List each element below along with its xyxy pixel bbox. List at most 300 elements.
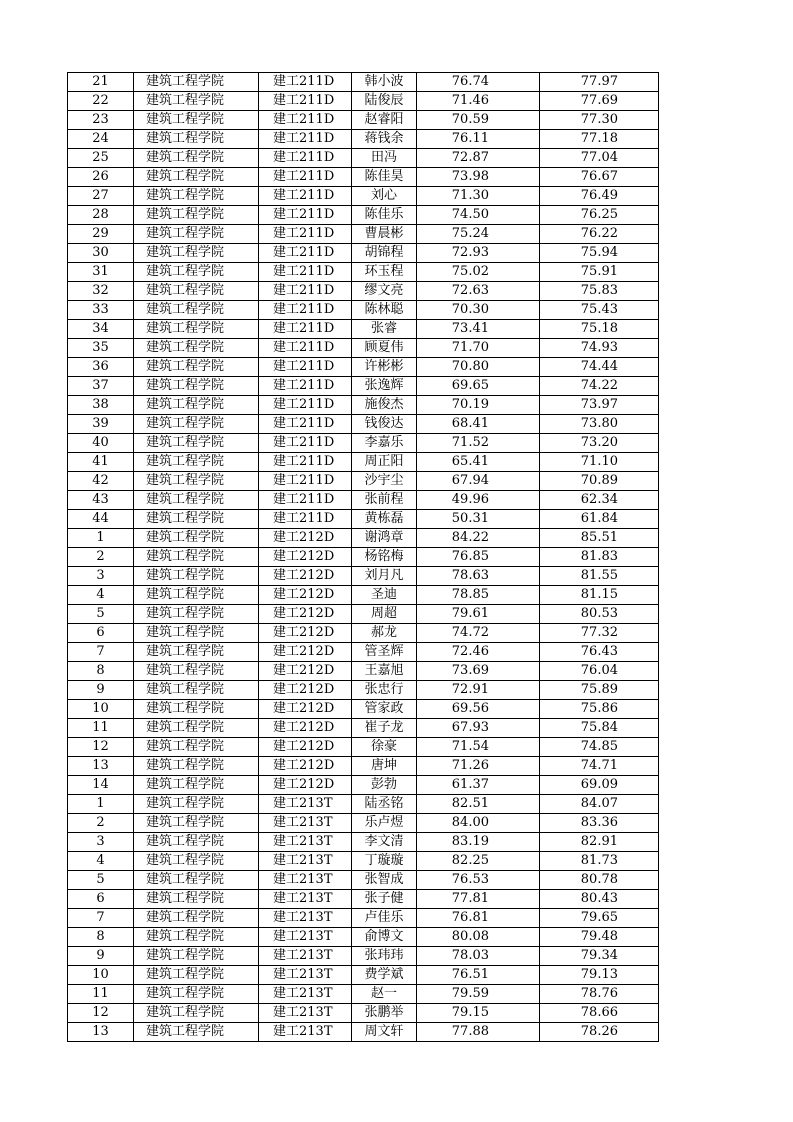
table-row — [68, 415, 659, 434]
table-row — [68, 947, 659, 966]
student-name-cell: 张子健 — [352, 890, 417, 909]
student-name-cell: 丁璇璇 — [352, 852, 417, 871]
score-cell: 75.24 — [417, 225, 540, 244]
table-row — [68, 168, 659, 187]
row-number-cell: 8 — [68, 928, 134, 947]
row-number-cell: 43 — [68, 491, 134, 510]
score-cell: 74.50 — [417, 206, 540, 225]
row-number-cell: 25 — [68, 149, 134, 168]
row-number-cell: 24 — [68, 130, 134, 149]
final-score-cell: 61.84 — [540, 510, 659, 529]
final-score-cell: 79.34 — [540, 947, 659, 966]
score-cell: 78.03 — [417, 947, 540, 966]
table-row — [68, 567, 659, 586]
table-row — [68, 510, 659, 529]
college-cell: 建筑工程学院 — [134, 643, 259, 662]
final-score-cell: 80.53 — [540, 605, 659, 624]
college-cell: 建筑工程学院 — [134, 301, 259, 320]
college-cell: 建筑工程学院 — [134, 529, 259, 548]
row-number-cell: 3 — [68, 833, 134, 852]
student-name-cell: 杨铭梅 — [352, 548, 417, 567]
table-row — [68, 396, 659, 415]
score-cell: 50.31 — [417, 510, 540, 529]
row-number-cell: 2 — [68, 548, 134, 567]
final-score-cell: 69.09 — [540, 776, 659, 795]
college-cell: 建筑工程学院 — [134, 586, 259, 605]
final-score-cell: 77.30 — [540, 111, 659, 130]
student-name-cell: 张忠行 — [352, 681, 417, 700]
college-cell: 建筑工程学院 — [134, 795, 259, 814]
college-cell: 建筑工程学院 — [134, 1023, 259, 1042]
score-cell: 49.96 — [417, 491, 540, 510]
table-row — [68, 491, 659, 510]
college-cell: 建筑工程学院 — [134, 662, 259, 681]
row-number-cell: 12 — [68, 1004, 134, 1023]
final-score-cell: 75.86 — [540, 700, 659, 719]
table-row — [68, 130, 659, 149]
score-cell: 84.22 — [417, 529, 540, 548]
score-cell: 72.63 — [417, 282, 540, 301]
final-score-cell: 80.43 — [540, 890, 659, 909]
table-row — [68, 301, 659, 320]
college-cell: 建筑工程学院 — [134, 377, 259, 396]
final-score-cell: 80.78 — [540, 871, 659, 890]
final-score-cell: 83.36 — [540, 814, 659, 833]
final-score-cell: 74.93 — [540, 339, 659, 358]
college-cell: 建筑工程学院 — [134, 434, 259, 453]
final-score-cell: 73.20 — [540, 434, 659, 453]
table-row — [68, 92, 659, 111]
score-cell: 79.59 — [417, 985, 540, 1004]
table-row — [68, 187, 659, 206]
college-cell: 建筑工程学院 — [134, 852, 259, 871]
college-cell: 建筑工程学院 — [134, 1004, 259, 1023]
student-name-cell: 李嘉乐 — [352, 434, 417, 453]
score-cell: 73.69 — [417, 662, 540, 681]
score-cell: 77.81 — [417, 890, 540, 909]
college-cell: 建筑工程学院 — [134, 415, 259, 434]
college-cell: 建筑工程学院 — [134, 320, 259, 339]
row-number-cell: 36 — [68, 358, 134, 377]
score-cell: 67.94 — [417, 472, 540, 491]
college-cell: 建筑工程学院 — [134, 510, 259, 529]
score-cell: 69.56 — [417, 700, 540, 719]
score-cell: 79.61 — [417, 605, 540, 624]
student-name-cell: 徐豪 — [352, 738, 417, 757]
class-cell: 建工211D — [259, 92, 352, 111]
row-number-cell: 30 — [68, 244, 134, 263]
row-number-cell: 37 — [68, 377, 134, 396]
table-row — [68, 586, 659, 605]
final-score-cell: 76.22 — [540, 225, 659, 244]
final-score-cell: 76.67 — [540, 168, 659, 187]
student-name-cell: 张鹏举 — [352, 1004, 417, 1023]
score-cell: 71.26 — [417, 757, 540, 776]
score-cell: 73.41 — [417, 320, 540, 339]
final-score-cell: 81.83 — [540, 548, 659, 567]
class-cell: 建工211D — [259, 396, 352, 415]
final-score-cell: 78.76 — [540, 985, 659, 1004]
college-cell: 建筑工程学院 — [134, 453, 259, 472]
final-score-cell: 77.69 — [540, 92, 659, 111]
score-cell: 70.30 — [417, 301, 540, 320]
row-number-cell: 11 — [68, 719, 134, 738]
final-score-cell: 78.66 — [540, 1004, 659, 1023]
score-cell: 82.25 — [417, 852, 540, 871]
class-cell: 建工213T — [259, 928, 352, 947]
final-score-cell: 76.49 — [540, 187, 659, 206]
table-row — [68, 871, 659, 890]
class-cell: 建工212D — [259, 681, 352, 700]
class-cell: 建工212D — [259, 643, 352, 662]
row-number-cell: 5 — [68, 605, 134, 624]
table-row — [68, 225, 659, 244]
student-name-cell: 李文清 — [352, 833, 417, 852]
student-name-cell: 管家政 — [352, 700, 417, 719]
row-number-cell: 10 — [68, 700, 134, 719]
table-row — [68, 453, 659, 472]
final-score-cell: 75.94 — [540, 244, 659, 263]
row-number-cell: 29 — [68, 225, 134, 244]
class-cell: 建工213T — [259, 1023, 352, 1042]
table-row — [68, 529, 659, 548]
final-score-cell: 77.04 — [540, 149, 659, 168]
row-number-cell: 31 — [68, 263, 134, 282]
student-name-cell: 管圣辉 — [352, 643, 417, 662]
row-number-cell: 26 — [68, 168, 134, 187]
college-cell: 建筑工程学院 — [134, 833, 259, 852]
score-cell: 68.41 — [417, 415, 540, 434]
class-cell: 建工211D — [259, 244, 352, 263]
table-row — [68, 282, 659, 301]
student-name-cell: 刘心 — [352, 187, 417, 206]
score-cell: 76.81 — [417, 909, 540, 928]
class-cell: 建工212D — [259, 567, 352, 586]
score-cell: 76.85 — [417, 548, 540, 567]
row-number-cell: 4 — [68, 586, 134, 605]
final-score-cell: 84.07 — [540, 795, 659, 814]
college-cell: 建筑工程学院 — [134, 871, 259, 890]
table-row — [68, 928, 659, 947]
table-row — [68, 377, 659, 396]
final-score-cell: 76.43 — [540, 643, 659, 662]
row-number-cell: 34 — [68, 320, 134, 339]
row-number-cell: 3 — [68, 567, 134, 586]
college-cell: 建筑工程学院 — [134, 757, 259, 776]
table-row — [68, 814, 659, 833]
score-cell: 79.15 — [417, 1004, 540, 1023]
table-row — [68, 795, 659, 814]
table-row — [68, 244, 659, 263]
table-row — [68, 643, 659, 662]
row-number-cell: 5 — [68, 871, 134, 890]
class-cell: 建工211D — [259, 472, 352, 491]
student-name-cell: 张智成 — [352, 871, 417, 890]
student-name-cell: 胡锦程 — [352, 244, 417, 263]
score-cell: 84.00 — [417, 814, 540, 833]
class-cell: 建工211D — [259, 149, 352, 168]
class-cell: 建工211D — [259, 320, 352, 339]
row-number-cell: 40 — [68, 434, 134, 453]
row-number-cell: 13 — [68, 757, 134, 776]
table-row — [68, 909, 659, 928]
table-row — [68, 472, 659, 491]
class-cell: 建工212D — [259, 662, 352, 681]
final-score-cell: 79.13 — [540, 966, 659, 985]
class-cell: 建工211D — [259, 301, 352, 320]
college-cell: 建筑工程学院 — [134, 624, 259, 643]
student-name-cell: 郝龙 — [352, 624, 417, 643]
college-cell: 建筑工程学院 — [134, 814, 259, 833]
score-cell: 77.88 — [417, 1023, 540, 1042]
table-row — [68, 624, 659, 643]
row-number-cell: 12 — [68, 738, 134, 757]
table-row — [68, 605, 659, 624]
class-cell: 建工211D — [259, 358, 352, 377]
score-cell: 70.19 — [417, 396, 540, 415]
college-cell: 建筑工程学院 — [134, 548, 259, 567]
score-cell: 71.52 — [417, 434, 540, 453]
row-number-cell: 21 — [68, 73, 134, 92]
class-cell: 建工212D — [259, 529, 352, 548]
student-name-cell: 蒋钱余 — [352, 130, 417, 149]
table-row — [68, 852, 659, 871]
college-cell: 建筑工程学院 — [134, 187, 259, 206]
table-row — [68, 662, 659, 681]
score-cell: 83.19 — [417, 833, 540, 852]
college-cell: 建筑工程学院 — [134, 263, 259, 282]
student-name-cell: 崔子龙 — [352, 719, 417, 738]
class-cell: 建工213T — [259, 985, 352, 1004]
class-cell: 建工213T — [259, 890, 352, 909]
student-name-cell: 王嘉旭 — [352, 662, 417, 681]
final-score-cell: 78.26 — [540, 1023, 659, 1042]
class-cell: 建工213T — [259, 795, 352, 814]
final-score-cell: 76.04 — [540, 662, 659, 681]
student-name-cell: 缪文亮 — [352, 282, 417, 301]
row-number-cell: 14 — [68, 776, 134, 795]
college-cell: 建筑工程学院 — [134, 244, 259, 263]
final-score-cell: 71.10 — [540, 453, 659, 472]
college-cell: 建筑工程学院 — [134, 206, 259, 225]
student-name-cell: 顾夏伟 — [352, 339, 417, 358]
row-number-cell: 4 — [68, 852, 134, 871]
row-number-cell: 32 — [68, 282, 134, 301]
score-cell: 71.30 — [417, 187, 540, 206]
row-number-cell: 9 — [68, 947, 134, 966]
college-cell: 建筑工程学院 — [134, 567, 259, 586]
student-name-cell: 谢鸿章 — [352, 529, 417, 548]
row-number-cell: 7 — [68, 643, 134, 662]
student-name-cell: 费学斌 — [352, 966, 417, 985]
college-cell: 建筑工程学院 — [134, 339, 259, 358]
class-cell: 建工213T — [259, 966, 352, 985]
class-cell: 建工211D — [259, 339, 352, 358]
table-row — [68, 776, 659, 795]
class-cell: 建工213T — [259, 814, 352, 833]
score-cell: 70.59 — [417, 111, 540, 130]
score-cell: 80.08 — [417, 928, 540, 947]
row-number-cell: 2 — [68, 814, 134, 833]
class-cell: 建工211D — [259, 510, 352, 529]
class-cell: 建工211D — [259, 415, 352, 434]
score-cell: 65.41 — [417, 453, 540, 472]
class-cell: 建工211D — [259, 434, 352, 453]
table-row — [68, 206, 659, 225]
student-name-cell: 钱俊达 — [352, 415, 417, 434]
table-row — [68, 263, 659, 282]
college-cell: 建筑工程学院 — [134, 776, 259, 795]
final-score-cell: 77.97 — [540, 73, 659, 92]
table-row — [68, 320, 659, 339]
student-name-cell: 俞博文 — [352, 928, 417, 947]
class-cell: 建工211D — [259, 282, 352, 301]
student-name-cell: 彭勃 — [352, 776, 417, 795]
row-number-cell: 28 — [68, 206, 134, 225]
college-cell: 建筑工程学院 — [134, 928, 259, 947]
student-name-cell: 张前程 — [352, 491, 417, 510]
student-name-cell: 环玉程 — [352, 263, 417, 282]
score-table — [67, 72, 659, 1042]
row-number-cell: 41 — [68, 453, 134, 472]
college-cell: 建筑工程学院 — [134, 225, 259, 244]
college-cell: 建筑工程学院 — [134, 605, 259, 624]
class-cell: 建工213T — [259, 852, 352, 871]
final-score-cell: 74.85 — [540, 738, 659, 757]
row-number-cell: 23 — [68, 111, 134, 130]
class-cell: 建工213T — [259, 833, 352, 852]
class-cell: 建工212D — [259, 719, 352, 738]
score-cell: 74.72 — [417, 624, 540, 643]
score-cell: 71.46 — [417, 92, 540, 111]
college-cell: 建筑工程学院 — [134, 966, 259, 985]
table-row — [68, 890, 659, 909]
final-score-cell: 74.44 — [540, 358, 659, 377]
student-name-cell: 许彬彬 — [352, 358, 417, 377]
table-row — [68, 833, 659, 852]
score-cell: 76.74 — [417, 73, 540, 92]
student-name-cell: 黄栋磊 — [352, 510, 417, 529]
student-name-cell: 赵睿阳 — [352, 111, 417, 130]
student-name-cell: 施俊杰 — [352, 396, 417, 415]
college-cell: 建筑工程学院 — [134, 681, 259, 700]
final-score-cell: 82.91 — [540, 833, 659, 852]
class-cell: 建工211D — [259, 130, 352, 149]
college-cell: 建筑工程学院 — [134, 491, 259, 510]
score-cell: 76.53 — [417, 871, 540, 890]
score-cell: 67.93 — [417, 719, 540, 738]
class-cell: 建工213T — [259, 909, 352, 928]
class-cell: 建工212D — [259, 738, 352, 757]
final-score-cell: 79.65 — [540, 909, 659, 928]
final-score-cell: 81.73 — [540, 852, 659, 871]
student-name-cell: 圣迪 — [352, 586, 417, 605]
final-score-cell: 76.25 — [540, 206, 659, 225]
final-score-cell: 75.91 — [540, 263, 659, 282]
row-number-cell: 10 — [68, 966, 134, 985]
college-cell: 建筑工程学院 — [134, 149, 259, 168]
class-cell: 建工213T — [259, 1004, 352, 1023]
score-cell: 76.11 — [417, 130, 540, 149]
row-number-cell: 44 — [68, 510, 134, 529]
table-row — [68, 111, 659, 130]
row-number-cell: 22 — [68, 92, 134, 111]
table-row — [68, 73, 659, 92]
college-cell: 建筑工程学院 — [134, 73, 259, 92]
student-name-cell: 曹晨彬 — [352, 225, 417, 244]
college-cell: 建筑工程学院 — [134, 111, 259, 130]
table-row — [68, 757, 659, 776]
row-number-cell: 13 — [68, 1023, 134, 1042]
class-cell: 建工212D — [259, 586, 352, 605]
table-row — [68, 339, 659, 358]
final-score-cell: 75.18 — [540, 320, 659, 339]
class-cell: 建工211D — [259, 111, 352, 130]
final-score-cell: 81.55 — [540, 567, 659, 586]
final-score-cell: 85.51 — [540, 529, 659, 548]
row-number-cell: 42 — [68, 472, 134, 491]
table-row — [68, 1023, 659, 1042]
score-cell: 75.02 — [417, 263, 540, 282]
final-score-cell: 79.48 — [540, 928, 659, 947]
college-cell: 建筑工程学院 — [134, 396, 259, 415]
row-number-cell: 38 — [68, 396, 134, 415]
college-cell: 建筑工程学院 — [134, 738, 259, 757]
row-number-cell: 33 — [68, 301, 134, 320]
final-score-cell: 62.34 — [540, 491, 659, 510]
class-cell: 建工213T — [259, 947, 352, 966]
score-cell: 78.63 — [417, 567, 540, 586]
student-name-cell: 卢佳乐 — [352, 909, 417, 928]
student-name-cell: 张逸辉 — [352, 377, 417, 396]
score-cell: 72.91 — [417, 681, 540, 700]
class-cell: 建工211D — [259, 263, 352, 282]
student-name-cell: 陈佳乐 — [352, 206, 417, 225]
final-score-cell: 77.18 — [540, 130, 659, 149]
college-cell: 建筑工程学院 — [134, 168, 259, 187]
college-cell: 建筑工程学院 — [134, 890, 259, 909]
college-cell: 建筑工程学院 — [134, 358, 259, 377]
student-name-cell: 陆丞铭 — [352, 795, 417, 814]
table-row — [68, 1004, 659, 1023]
college-cell: 建筑工程学院 — [134, 472, 259, 491]
class-cell: 建工211D — [259, 206, 352, 225]
class-cell: 建工212D — [259, 700, 352, 719]
college-cell: 建筑工程学院 — [134, 947, 259, 966]
student-name-cell: 张睿 — [352, 320, 417, 339]
table-row — [68, 681, 659, 700]
student-name-cell: 赵一 — [352, 985, 417, 1004]
score-cell: 72.93 — [417, 244, 540, 263]
table-row — [68, 434, 659, 453]
table-row — [68, 719, 659, 738]
college-cell: 建筑工程学院 — [134, 92, 259, 111]
student-name-cell: 周文轩 — [352, 1023, 417, 1042]
row-number-cell: 6 — [68, 624, 134, 643]
score-cell: 61.37 — [417, 776, 540, 795]
score-cell: 71.54 — [417, 738, 540, 757]
table-row — [68, 985, 659, 1004]
score-cell: 73.98 — [417, 168, 540, 187]
row-number-cell: 9 — [68, 681, 134, 700]
final-score-cell: 75.43 — [540, 301, 659, 320]
row-number-cell: 7 — [68, 909, 134, 928]
final-score-cell: 73.80 — [540, 415, 659, 434]
row-number-cell: 6 — [68, 890, 134, 909]
class-cell: 建工212D — [259, 624, 352, 643]
class-cell: 建工212D — [259, 548, 352, 567]
final-score-cell: 81.15 — [540, 586, 659, 605]
